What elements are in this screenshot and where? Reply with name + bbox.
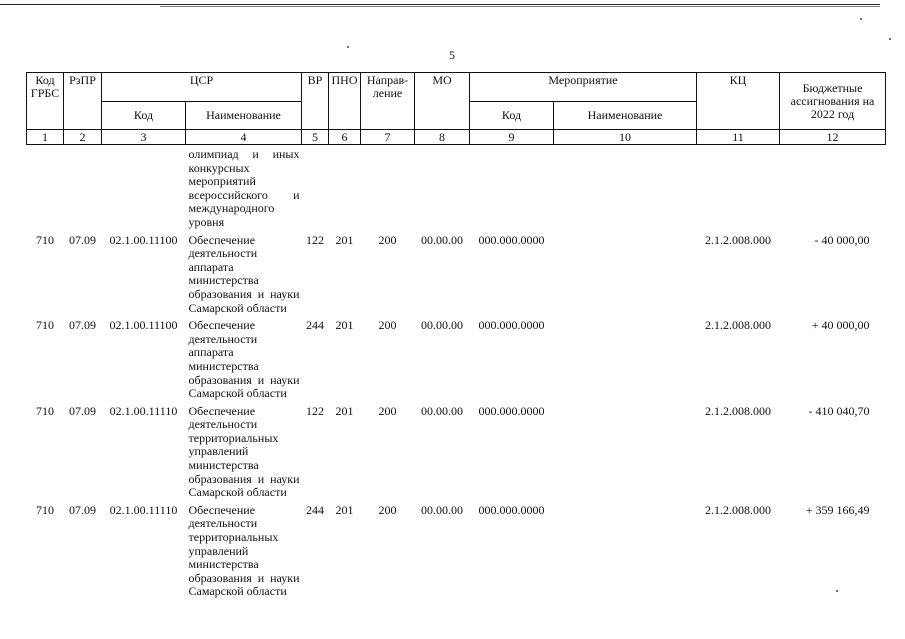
cell-rzpr: 07.09 (69, 403, 96, 418)
cell-csr-name: Обеспечение деятельности территориальных управлений министерства образования и науки Самарской области (188, 403, 300, 500)
cell-meropr-kod: 000.000.0000 (478, 318, 545, 333)
scan-speck (860, 18, 862, 20)
header-meropriyatie: Мероприятие (470, 73, 697, 102)
budget-table (26, 72, 886, 599)
cell-kod-grbs: 710 (36, 403, 54, 418)
column-number-row (27, 130, 886, 145)
cell-rzpr: 07.09 (69, 502, 96, 517)
header-vr: ВР (302, 73, 329, 130)
cell-meropr-name (554, 500, 697, 599)
scan-edge-line-top (0, 4, 880, 5)
header-kc: КЦ (697, 73, 780, 130)
cell-vr: 244 (306, 318, 324, 333)
cell-pno: 201 (335, 232, 354, 247)
cell-budget: + 40 000,00 (811, 318, 870, 333)
cell-csr-kod: 02.1.00.11100 (109, 232, 178, 247)
cell-meropr-name (554, 315, 697, 401)
column-number: 10 (554, 130, 697, 145)
table-row (27, 315, 886, 401)
cell-mo: 00.00.00 (421, 318, 463, 333)
cell-pno: 201 (335, 403, 354, 418)
cell-csr-name: Обеспечение деятельности территориальных управлений министерства образования и науки Самарской области (188, 502, 300, 599)
cell-csr-kod: 02.1.00.11110 (109, 403, 178, 418)
cell-vr: 122 (306, 232, 324, 247)
cell-napravlenie: 200 (378, 232, 397, 247)
cell-csr-kod: 02.1.00.11100 (109, 318, 178, 333)
scan-edge-line (0, 4, 905, 7)
cell-napravlenie: 200 (378, 403, 397, 418)
cell-pno: 201 (335, 318, 354, 333)
header-csr-name: Наименование (186, 102, 302, 130)
cell-meropr-kod: 000.000.0000 (478, 502, 545, 517)
cell-mo: 00.00.00 (421, 403, 463, 418)
column-number: 11 (697, 130, 780, 145)
column-number: 6 (329, 130, 361, 145)
cell-kod-grbs: 710 (36, 318, 54, 333)
scan-edge-line-bottom (160, 6, 880, 7)
header-budget: Бюджетные ассигнования на 2022 год (780, 73, 886, 130)
column-number: 3 (102, 130, 186, 145)
header-csr: ЦСР (102, 73, 302, 102)
cell-kod-grbs: 710 (36, 232, 54, 247)
cell-kc: 2.1.2.008.000 (705, 502, 772, 517)
cell-budget: - 40 000,00 (814, 232, 870, 247)
column-number: 5 (302, 130, 329, 145)
table-row (27, 401, 886, 500)
table-row (27, 230, 886, 316)
header-meropr-name: Наименование (554, 102, 697, 130)
cell-kc: 2.1.2.008.000 (705, 232, 772, 247)
cell-vr: 122 (306, 403, 324, 418)
header-csr-kod: Код (102, 102, 186, 130)
column-number: 4 (186, 130, 302, 145)
cell-rzpr: 07.09 (69, 318, 96, 333)
cell-kc: 2.1.2.008.000 (705, 403, 772, 418)
cell-meropr-name (554, 401, 697, 500)
scan-speck (347, 46, 349, 48)
cell-meropr-name (554, 230, 697, 316)
cell-mo: 00.00.00 (421, 232, 463, 247)
scan-speck (889, 38, 891, 40)
header-row-top (27, 73, 886, 102)
column-number: 12 (780, 130, 886, 145)
cell-rzpr: 07.09 (69, 232, 96, 247)
header-rzpr: РзПР (64, 73, 102, 130)
column-number: 2 (64, 130, 102, 145)
header-pno: ПНО (329, 73, 361, 130)
header-mo: МО (415, 73, 470, 130)
column-number: 8 (415, 130, 470, 145)
cell-meropr-kod: 000.000.0000 (478, 232, 545, 247)
table-row (27, 500, 886, 599)
page-number: 5 (449, 48, 455, 62)
column-number: 1 (27, 130, 64, 145)
cell-mo: 00.00.00 (421, 502, 463, 517)
column-number: 7 (361, 130, 415, 145)
cell-csr-name: Обеспечение деятельности аппарата министерства образования и науки Самарской области (188, 232, 300, 315)
cell-napravlenie: 200 (378, 502, 397, 517)
cell-vr: 244 (306, 502, 324, 517)
cell-budget: + 359 166,49 (805, 502, 870, 517)
cell-kod-grbs: 710 (36, 502, 54, 517)
continuation-name: олимпиад и иных конкурсных мероприятий всероссийского и международного уровня (188, 147, 300, 229)
column-number: 9 (470, 130, 554, 145)
header-meropr-kod: Код (470, 102, 554, 130)
header-kod-grbs: Код ГРБС (27, 73, 64, 130)
cell-csr-kod: 02.1.00.11110 (109, 502, 178, 517)
cell-kc: 2.1.2.008.000 (705, 318, 772, 333)
cell-pno: 201 (335, 502, 354, 517)
cell-meropr-kod: 000.000.0000 (478, 403, 545, 418)
continuation-row (27, 145, 886, 230)
cell-budget: - 410 040,70 (808, 403, 870, 418)
cell-csr-name: Обеспечение деятельности аппарата министерства образования и науки Самарской области (188, 318, 300, 401)
cell-napravlenie: 200 (378, 318, 397, 333)
header-napravlenie: Направ-ление (361, 73, 415, 130)
